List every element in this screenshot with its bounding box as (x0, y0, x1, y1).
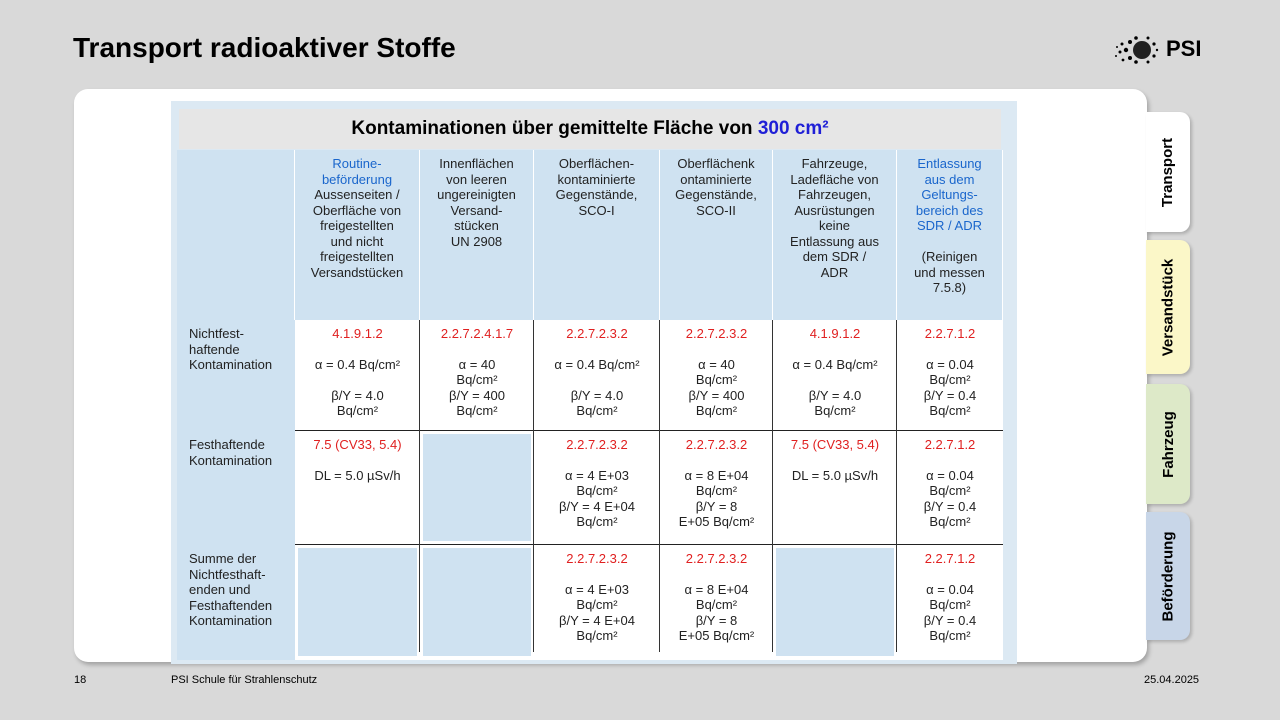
cell-reference: 2.2.7.2.3.2 (685, 326, 748, 341)
cell-value: α = 4 E+03 Bq/cm² β/Y = 4 E+04 Bq/cm² (559, 467, 635, 529)
table-cell (897, 320, 1003, 431)
table-column-divider (772, 320, 773, 652)
cell-reference: 4.1.9.1.2 (332, 326, 383, 341)
table-column-divider (659, 320, 660, 652)
cell-reference: 2.2.7.2.3.2 (685, 437, 748, 452)
table-row-header: Festhaftende Kontamination (177, 431, 295, 545)
table-row-header: Nichtfest- haftende Kontamination (177, 320, 295, 431)
tab-befoerderung[interactable] (1146, 512, 1190, 640)
table-cell (420, 320, 534, 431)
cell-reference: 7.5 (CV33, 5.4) (313, 437, 402, 452)
cell-value: α = 40 Bq/cm² β/Y = 400 Bq/cm² (448, 356, 506, 418)
table-column-header (897, 150, 1003, 320)
cell-reference: 4.1.9.1.2 (809, 326, 861, 341)
cell-value: DL = 5.0 µSv/h (314, 467, 401, 483)
cell-value: α = 4 E+03 Bq/cm² β/Y = 4 E+04 Bq/cm² (559, 581, 635, 643)
column-header-text: (Reinigen und messen 7.5.8) (914, 249, 985, 295)
table-cell (295, 431, 420, 545)
column-header-text: Oberflächen- kontaminierte Gegenstände, SCO-I (555, 156, 638, 218)
table-cell-empty (776, 548, 894, 656)
table-row-header: Summe der Nichtfesthaft- enden und Festhaftenden Kontamination (177, 545, 295, 660)
cell-value: α = 0.4 Bq/cm² β/Y = 4.0 Bq/cm² (792, 356, 878, 418)
tab-transport-label: Transport (1159, 137, 1177, 207)
logo-text: PSI (1166, 36, 1202, 61)
cell-reference: 2.2.7.2.4.1.7 (440, 326, 514, 341)
cell-value: α = 0.04 Bq/cm² β/Y = 0.4 Bq/cm² (923, 581, 977, 643)
tab-transport[interactable] (1146, 112, 1190, 232)
footer-org: PSI Schule für Strahlenschutz (171, 674, 318, 686)
tab-versandstueck[interactable] (1146, 240, 1190, 374)
column-header-highlight: Entlassung aus dem Geltungs- bereich des SDR / ADR (915, 156, 984, 233)
cell-reference: 2.2.7.1.2 (924, 326, 976, 341)
cell-reference: 2.2.7.2.3.2 (685, 551, 748, 566)
cell-reference: 2.2.7.2.3.2 (566, 437, 628, 452)
footer-page-number: 18 (74, 674, 87, 686)
cell-value: α = 8 E+04 Bq/cm² β/Y = 8 E+05 Bq/cm² (678, 467, 755, 529)
table-cell-empty (298, 548, 417, 656)
table-column-divider (533, 320, 534, 652)
table-cell (295, 320, 420, 431)
table-cell-empty (423, 548, 531, 656)
table-cell (897, 431, 1003, 545)
psi-logo (1112, 30, 1212, 70)
table-column-divider (896, 320, 897, 652)
tab-versandstueck-label: Versandstück (1159, 258, 1177, 356)
table-cell (660, 320, 773, 431)
table-title-prefix: Kontaminationen über gemittelte Fläche von (351, 118, 753, 139)
column-header-text: Oberflächenk ontaminierte Gegenstände, SCO-II (675, 156, 757, 218)
table-column-header (534, 150, 660, 320)
table-cell (534, 320, 660, 431)
table-cell (773, 320, 897, 431)
table-cell (773, 431, 897, 545)
psi-logo-mark-icon (1112, 30, 1162, 70)
cell-reference: 2.2.7.2.3.2 (566, 326, 628, 341)
table-title-highlight: 300 cm² (757, 118, 829, 139)
table-column-header (295, 150, 420, 320)
table-cell (897, 545, 1003, 660)
table-cell (660, 545, 773, 660)
cell-reference: 2.2.7.1.2 (924, 551, 976, 566)
cell-value: α = 0.4 Bq/cm² β/Y = 4.0 Bq/cm² (314, 356, 401, 418)
tab-befoerderung-label: Beförderung (1159, 531, 1177, 621)
table-cell (534, 431, 660, 545)
footer-date: 25.04.2025 (1144, 674, 1200, 686)
cell-value: α = 0.4 Bq/cm² β/Y = 4.0 Bq/cm² (554, 356, 640, 418)
table-header-corner (177, 150, 295, 320)
cell-value: α = 40 Bq/cm² β/Y = 400 Bq/cm² (688, 356, 745, 418)
cell-reference: 2.2.7.1.2 (924, 437, 976, 452)
tab-fahrzeug-label: Fahrzeug (1159, 410, 1177, 478)
tab-fahrzeug[interactable] (1146, 384, 1190, 504)
cell-value: α = 0.04 Bq/cm² β/Y = 0.4 Bq/cm² (923, 467, 977, 529)
cell-value: DL = 5.0 µSv/h (791, 467, 879, 483)
table-cell (534, 545, 660, 660)
table-title (179, 109, 1001, 149)
column-header-text: Aussenseiten / Oberfläche von freigestellten und nicht freigestellten Versandstücken (310, 187, 404, 280)
cell-value: α = 0.04 Bq/cm² β/Y = 0.4 Bq/cm² (923, 356, 977, 418)
table-cell (660, 431, 773, 545)
cell-reference: 7.5 (CV33, 5.4) (790, 437, 880, 452)
cell-value: α = 8 E+04 Bq/cm² β/Y = 8 E+05 Bq/cm² (678, 581, 755, 643)
table-column-divider (419, 320, 420, 652)
contamination-table (171, 101, 1017, 664)
table-column-header (773, 150, 897, 320)
column-header-highlight: Routine- beförderung (321, 156, 393, 187)
column-header-text: Fahrzeuge, Ladefläche von Fahrzeugen, Ausrüstungen keine Entlassung aus dem SDR / ADR (790, 156, 879, 280)
table-column-header (420, 150, 534, 320)
cell-reference: 2.2.7.2.3.2 (566, 551, 628, 566)
table-grid (177, 150, 1003, 660)
column-header-text: Innenflächen von leeren ungereinigten Versand- stücken UN 2908 (437, 156, 516, 249)
table-cell-empty (423, 434, 531, 541)
slide-title: Transport radioaktiver Stoffe (73, 32, 456, 63)
table-column-header (660, 150, 773, 320)
